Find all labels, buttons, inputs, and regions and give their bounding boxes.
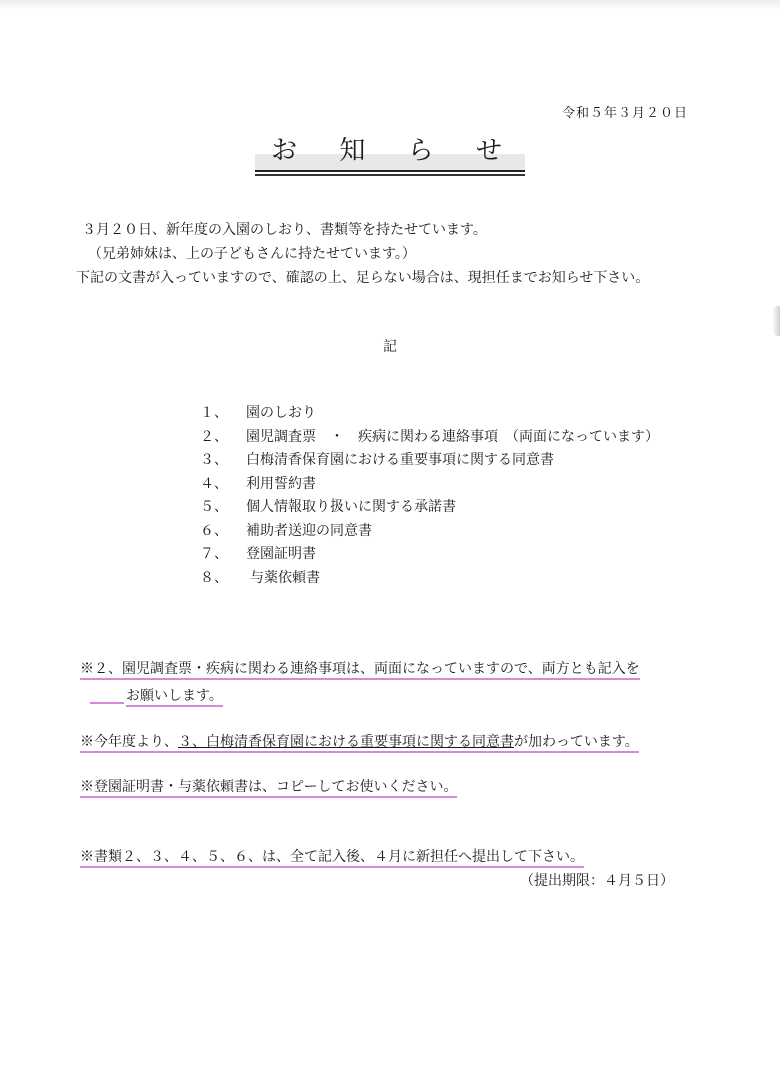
list-item-number: ６、 [200, 522, 228, 539]
note-text: お願いします。 [126, 688, 223, 707]
list-item-text: 利用誓約書 [246, 475, 316, 492]
list-item-text: 登園証明書 [246, 546, 316, 562]
list-item [200, 428, 659, 452]
note-two-sided [80, 659, 640, 679]
list-item-number: ２、 [200, 428, 228, 445]
list-item [200, 545, 659, 569]
scan-shadow [772, 306, 780, 336]
note-copy [80, 777, 457, 797]
list-item [200, 498, 659, 522]
note-text: ※登園証明書・与薬依頼書は、コピーしてお使いください。 [80, 779, 457, 798]
note-highlight [80, 734, 639, 753]
document-date: 令和５年３月２０日 [561, 106, 688, 121]
highlight-mark [90, 702, 124, 704]
list-item-number: ４、 [200, 475, 228, 492]
list-item-text: 与薬依頼書 [250, 569, 320, 586]
document-title [0, 134, 780, 172]
intro-line: （兄弟姉妹は、上の子どもさんに持たせています。） [88, 246, 416, 262]
list-item-text: 園児調査票 ・ 疾病に関わる連絡事項 （両面になっています） [246, 428, 659, 445]
list-item-number: ３、 [200, 452, 228, 468]
scan-edge [0, 0, 780, 10]
list-item-number: ８、 [200, 569, 228, 586]
list-item-text: 園のしおり [246, 405, 316, 421]
list-item [200, 522, 659, 546]
intro-paragraph [76, 218, 650, 290]
list-item-number: １、 [200, 405, 228, 421]
list-item [200, 475, 659, 499]
note-suffix: が加わっています。 [514, 734, 639, 750]
note-new-document [80, 732, 639, 752]
intro-line: 下記の文書が入っていますので、確認の上、足らない場合は、現担任までお知らせ下さい。 [76, 270, 650, 286]
submission-deadline: （提出期限：４月５日） [520, 873, 674, 889]
list-item-text: 補助者送迎の同意書 [246, 522, 372, 539]
note-text: ※書類２、３、４、５、６、は、全て記入後、４月に新担任へ提出して下さい。 [80, 849, 584, 868]
list-item [200, 451, 659, 475]
list-item-text: 白梅清香保育園における重要事項に関する同意書 [246, 452, 554, 468]
list-item [200, 569, 659, 593]
note-submission [80, 847, 584, 867]
list-item-number: ７、 [200, 546, 228, 562]
list-item-text: 個人情報取り扱いに関する承諾書 [246, 499, 456, 515]
document-list [200, 404, 659, 592]
ki-heading: 記 [383, 339, 397, 355]
list-item [200, 404, 659, 428]
intro-line: ３月２０日、新年度の入園のしおり、書類等を持たせています。 [82, 222, 487, 238]
note-two-sided-continued [126, 686, 223, 706]
note-text: ※２、園児調査票・疾病に関わる連絡事項は、両面になっていますので、両方とも記入を [80, 661, 640, 680]
note-prefix: ※今年度より、 [80, 734, 178, 750]
list-item-number: ５、 [200, 499, 228, 515]
note-underlined-text: ３、白梅清香保育園における重要事項に関する同意書 [178, 734, 514, 750]
title-text: お 知 ら せ [255, 134, 525, 172]
